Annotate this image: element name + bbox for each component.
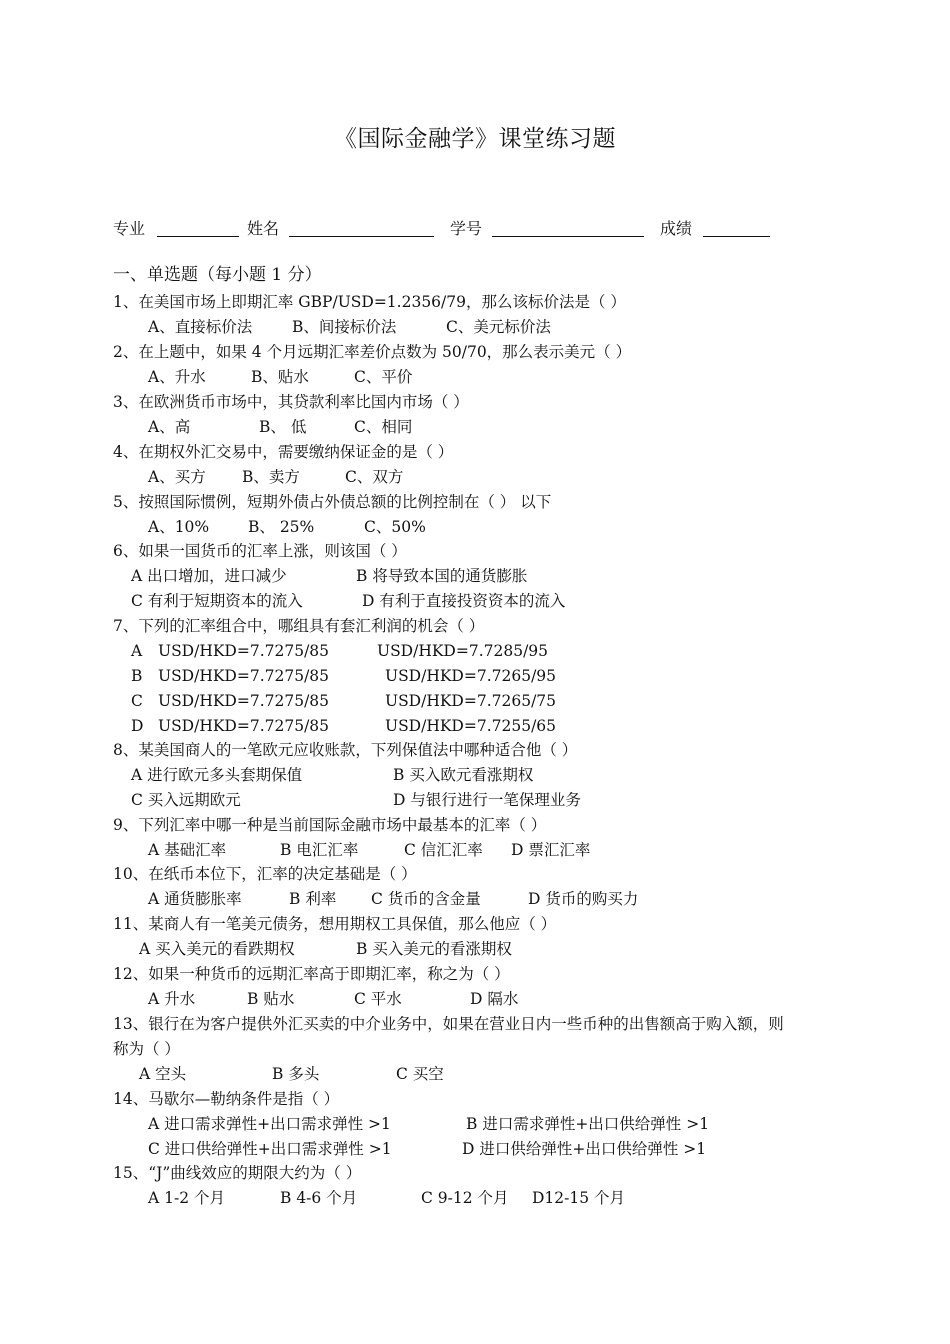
q14-option-c[interactable]: C 进口供给弹性+出口需求弹性 >1 [148,1140,392,1158]
q9-option-a[interactable]: A 基础汇率 [148,841,227,859]
q9-option-b[interactable]: B 电汇汇率 [280,841,359,859]
q1-option-c[interactable]: C、美元标价法 [446,318,551,336]
question-15: 15、“J”曲线效应的期限大约为（ ） [113,1164,362,1182]
question-8: 8、某美国商人的一笔欧元应收账款，下列保值法中哪种适合他（ ） [113,741,578,759]
q7-option-d-right: USD/HKD=7.7255/65 [385,717,557,735]
question-9: 9、下列汇率中哪一种是当前国际金融市场中最基本的汇率（ ） [113,816,547,834]
q13-option-a[interactable]: A 空头 [139,1065,187,1083]
q8-option-b[interactable]: B 买入欧元看涨期权 [393,766,534,784]
page-title: 《国际金融学》课堂练习题 [334,126,616,152]
q12-option-d[interactable]: D 隔水 [470,990,519,1008]
q4-option-b[interactable]: B、卖方 [242,468,300,486]
q5-option-c[interactable]: C、50% [364,518,426,536]
student-id-blank[interactable] [492,236,644,237]
q8-option-c[interactable]: C 买入远期欧元 [131,791,241,809]
q9-option-c[interactable]: C 信汇汇率 [404,841,483,859]
q6-option-c[interactable]: C 有利于短期资本的流入 [131,592,303,610]
question-10: 10、在纸币本位下，汇率的决定基础是（ ） [113,865,417,883]
major-blank[interactable] [157,236,239,237]
question-4: 4、在期权外汇交易中，需要缴纳保证金的是（ ） [113,443,454,461]
q6-option-a[interactable]: A 出口增加，进口减少 [131,567,287,585]
question-1: 1、在美国市场上即期汇率 GBP/USD=1.2356/79，那么该标价法是（ ） [113,293,626,311]
q10-option-a[interactable]: A 通货膨胀率 [148,890,242,908]
name-blank[interactable] [289,236,434,237]
q10-option-d[interactable]: D 货币的购买力 [528,890,639,908]
q2-option-c[interactable]: C、平价 [354,368,413,386]
q7-option-a-left: USD/HKD=7.7275/85 [158,642,330,660]
question-11: 11、某商人有一笔美元债务，想用期权工具保值，那么他应（ ） [113,915,557,933]
q7-option-c-right: USD/HKD=7.7265/75 [385,692,557,710]
question-5: 5、按照国际惯例，短期外债占外债总额的比例控制在（ ） 以下 [113,493,552,511]
question-13-cont: 称为（ ） [113,1040,180,1058]
q8-option-d[interactable]: D 与银行进行一笔保理业务 [393,791,581,809]
q6-option-d[interactable]: D 有利于直接投资资本的流入 [362,592,566,610]
q5-option-b[interactable]: B、 25% [248,518,315,536]
section-heading: 一、单选题（每小题 1 分） [113,265,322,285]
q3-option-c[interactable]: C、相同 [354,418,413,436]
q9-option-d[interactable]: D 票汇汇率 [511,841,591,859]
name-label: 姓名 [247,219,280,238]
q15-option-b[interactable]: B 4-6 个月 [280,1189,358,1207]
q15-option-d[interactable]: D12-15 个月 [532,1189,626,1207]
q1-option-b[interactable]: B、间接标价法 [292,318,397,336]
q2-option-b[interactable]: B、贴水 [251,368,309,386]
q13-option-c[interactable]: C 买空 [396,1065,444,1083]
q1-option-a[interactable]: A、直接标价法 [148,318,253,336]
q7-option-c-left: USD/HKD=7.7275/85 [158,692,330,710]
q12-option-a[interactable]: A 升水 [148,990,196,1008]
q7-option-b-label[interactable]: B [131,667,143,685]
q10-option-b[interactable]: B 利率 [289,890,337,908]
q7-option-a-right: USD/HKD=7.7285/95 [377,642,549,660]
q6-option-b[interactable]: B 将导致本国的通货膨胀 [356,567,528,585]
q11-option-a[interactable]: A 买入美元的看跌期权 [139,940,295,958]
q8-option-a[interactable]: A 进行欧元多头套期保值 [131,766,303,784]
student-id-label: 学号 [450,219,483,238]
q7-option-d-label[interactable]: D [131,717,144,735]
question-7: 7、下列的汇率组合中，哪组具有套汇利润的机会（ ） [113,617,485,635]
q5-option-a[interactable]: A、10% [148,518,210,536]
q15-option-a[interactable]: A 1-2 个月 [148,1189,226,1207]
q7-option-a-label[interactable]: A [131,642,143,660]
q12-option-c[interactable]: C 平水 [354,990,402,1008]
q13-option-b[interactable]: B 多头 [272,1065,320,1083]
question-6: 6、如果一国货币的汇率上涨，则该国（ ） [113,542,407,560]
q14-option-b[interactable]: B 进口需求弹性+出口供给弹性 >1 [466,1115,710,1133]
q3-option-a[interactable]: A、高 [148,418,191,436]
q15-option-c[interactable]: C 9-12 个月 [421,1189,509,1207]
question-3: 3、在欧洲货币市场中，其贷款利率比国内市场（ ） [113,393,469,411]
q14-option-a[interactable]: A 进口需求弹性+出口需求弹性 >1 [148,1115,391,1133]
q10-option-c[interactable]: C 货币的含金量 [371,890,481,908]
q4-option-a[interactable]: A、买方 [148,468,206,486]
q2-option-a[interactable]: A、升水 [148,368,206,386]
q7-option-c-label[interactable]: C [131,692,143,710]
q11-option-b[interactable]: B 买入美元的看涨期权 [356,940,512,958]
question-12: 12、如果一种货币的远期汇率高于即期汇率，称之为（ ） [113,965,510,983]
q7-option-d-left: USD/HKD=7.7275/85 [158,717,330,735]
q14-option-d[interactable]: D 进口供给弹性+出口供给弹性 >1 [462,1140,707,1158]
question-14: 14、马歇尔—勒纳条件是指（ ） [113,1090,340,1108]
q12-option-b[interactable]: B 贴水 [247,990,295,1008]
question-2: 2、在上题中，如果 4 个月远期汇率差价点数为 50/70，那么表示美元（ ） [113,343,632,361]
score-label: 成绩 [660,219,693,238]
q7-option-b-left: USD/HKD=7.7275/85 [158,667,330,685]
major-label: 专业 [113,219,146,238]
q3-option-b[interactable]: B、 低 [259,418,307,436]
score-blank[interactable] [703,236,770,237]
question-13: 13、银行在为客户提供外汇买卖的中介业务中，如果在营业日内一些币种的出售额高于购入额，则 [113,1015,784,1033]
q7-option-b-right: USD/HKD=7.7265/95 [385,667,557,685]
q4-option-c[interactable]: C、双方 [345,468,404,486]
